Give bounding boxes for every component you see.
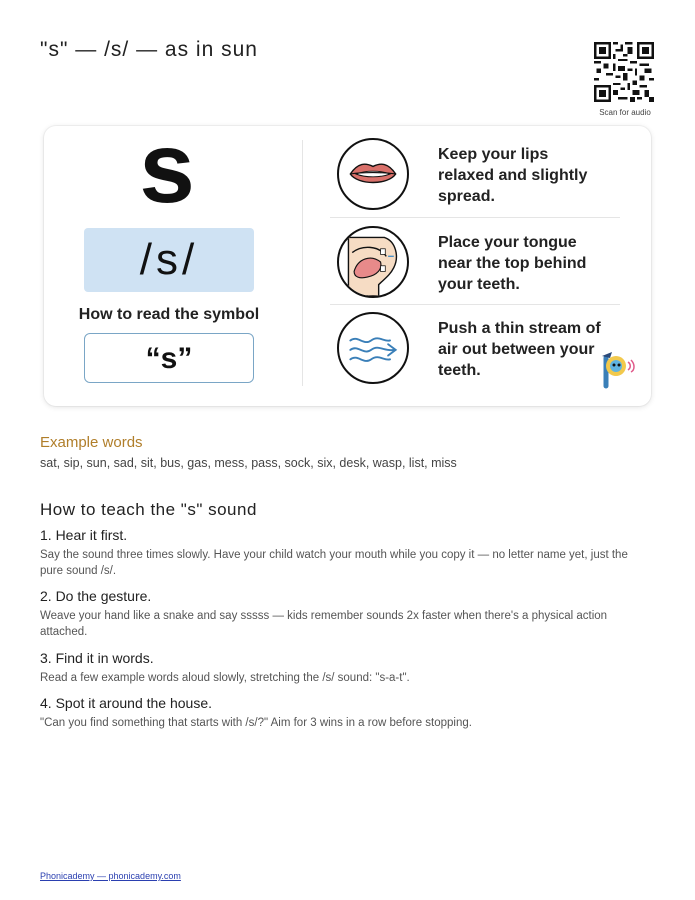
symbol-reading-box: “s” xyxy=(84,333,254,383)
mouth-step-lips xyxy=(330,138,620,224)
ipa-symbol-box: /s/ xyxy=(84,228,254,292)
teach-step-body: "Can you find something that starts with /s/?" Aim for 3 wins in a row before stopping. xyxy=(40,717,472,729)
step-text: Place your tongue near the top behind your teeth. xyxy=(438,234,587,293)
row-separator xyxy=(330,304,620,305)
step-text: Push a thin stream of air out between your teeth. xyxy=(438,320,601,379)
airflow-icon xyxy=(337,312,409,384)
qr-code-icon[interactable] xyxy=(594,42,654,102)
tongue-icon xyxy=(337,226,409,298)
teach-step-body: Say the sound three times slowly. Have your child watch your mouth while you copy it — no letter name yet, just the pure sound /s/. xyxy=(40,549,628,577)
teach-step-body: Read a few example words aloud slowly, stretching the /s/ sound: "s-a-t". xyxy=(40,672,410,684)
teach-heading: How to teach the "s" sound xyxy=(40,500,257,519)
teach-step-4 xyxy=(40,695,650,731)
step-text: Keep your lips relaxed and slightly spread. xyxy=(438,146,588,205)
footer-link[interactable]: Phonicademy — phonicademy.com xyxy=(40,871,181,881)
teach-step-title: 1. Hear it first. xyxy=(40,527,128,543)
read-symbol-label: How to read the symbol xyxy=(78,306,260,323)
row-separator xyxy=(330,217,620,218)
page-title: "s" — /s/ — as in sun xyxy=(40,38,258,61)
teach-step-1 xyxy=(40,527,650,579)
teach-step-title: 3. Find it in words. xyxy=(40,650,154,666)
big-letter: s xyxy=(139,112,195,224)
lips-icon xyxy=(337,138,409,210)
mouth-step-tongue xyxy=(330,226,620,312)
mascot-logo-icon xyxy=(596,350,636,390)
qr-code-block xyxy=(594,42,654,117)
example-words-list: sat, sip, sun, sad, sit, bus, gas, mess, pass, sock, six, desk, wasp, list, miss xyxy=(40,456,457,470)
card-divider xyxy=(302,140,303,386)
qr-caption: Scan for audio xyxy=(599,108,651,117)
example-words-heading: Example words xyxy=(40,434,143,451)
teach-step-2 xyxy=(40,588,650,640)
teach-step-body: Weave your hand like a snake and say sssss — kids remember sounds 2x faster when there's a physical action attached. xyxy=(40,610,608,638)
teach-step-3 xyxy=(40,650,650,686)
teach-step-title: 2. Do the gesture. xyxy=(40,588,152,604)
teach-step-title: 4. Spot it around the house. xyxy=(40,695,213,711)
mouth-step-airflow xyxy=(330,312,620,398)
